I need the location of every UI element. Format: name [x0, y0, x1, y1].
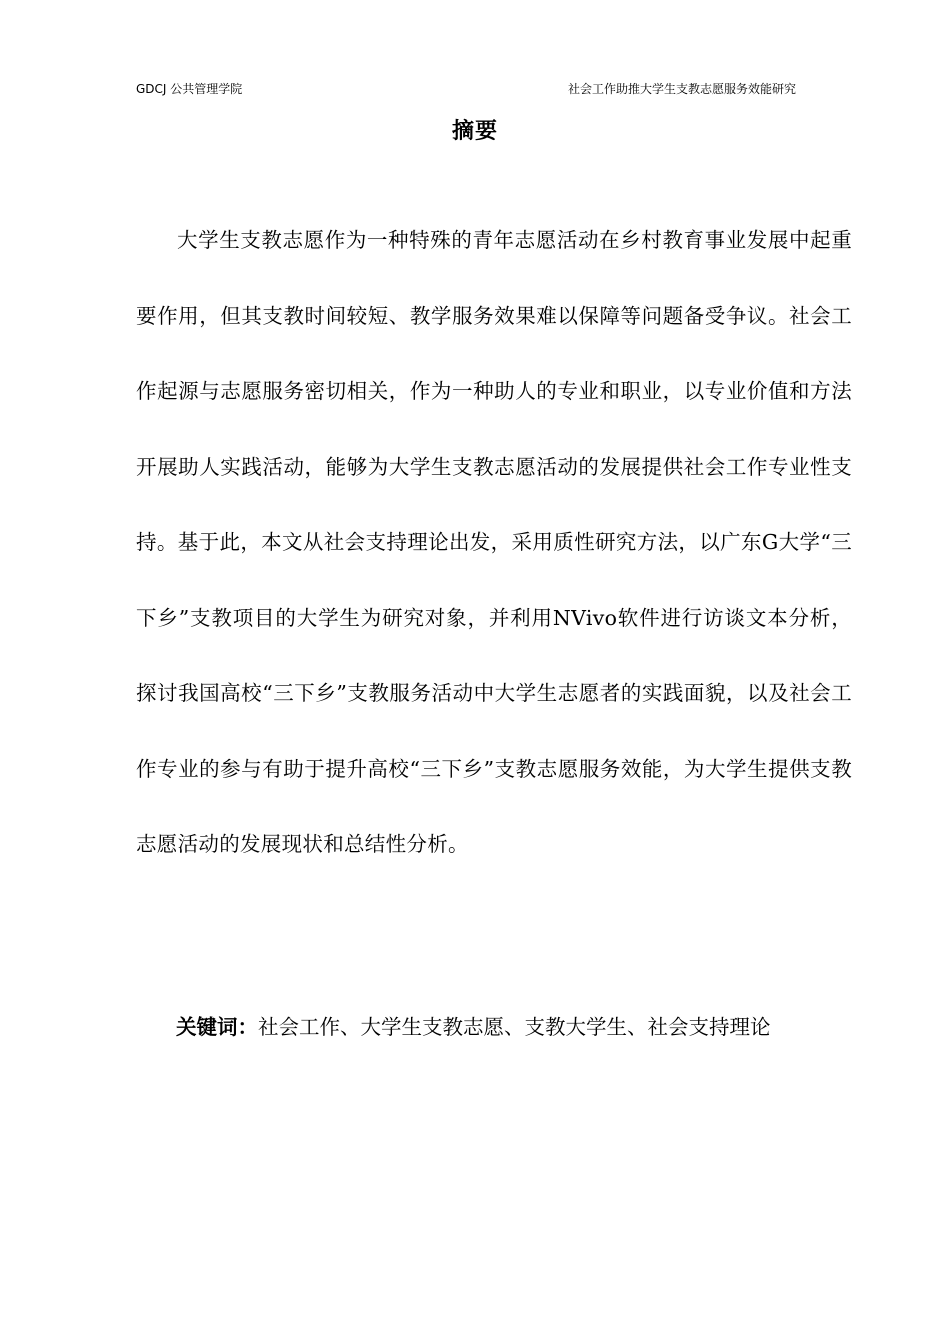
header-institution: GDCJ 公共管理学院 — [136, 82, 243, 96]
keywords-label: 关键词： — [176, 1015, 258, 1039]
keywords-line — [176, 1007, 856, 1047]
keywords-text: 社会工作、大学生支教志愿、支教大学生、社会支持理论 — [258, 1015, 771, 1039]
header-paper-title: 社会工作助推大学生支教志愿服务效能研究 — [567, 82, 796, 96]
page-header — [136, 79, 796, 99]
page-title: 摘要 — [451, 119, 498, 144]
abstract-paragraph: 大学生支教志愿作为一种特殊的青年志愿活动在乡村教育事业发展中起重要作用，但其支教时间较短、教学服务效果难以保障等问题备受争议。社会工作起源与志愿服务密切相关，作为一种助人的专业和职业，以专业价值和方法开展助人实践活动，能够为大学生支教志愿活动的发展提供社会工作专业性支持。基于此，本文从社会支持理论出发，采用质性研究方法，以广东G大学“三下乡”支教项目的大学生为研究对象，并利用NVivo软件进行访谈文本分析，探讨我国高校“三下乡”支教服务活动中大学生志愿者的实践面貌，以及社会工作专业的参与有助于提升高校“三下乡”支教志愿服务效能，为大学生提供支教志愿活动的发展现状和总结性分析。 — [136, 228, 852, 856]
